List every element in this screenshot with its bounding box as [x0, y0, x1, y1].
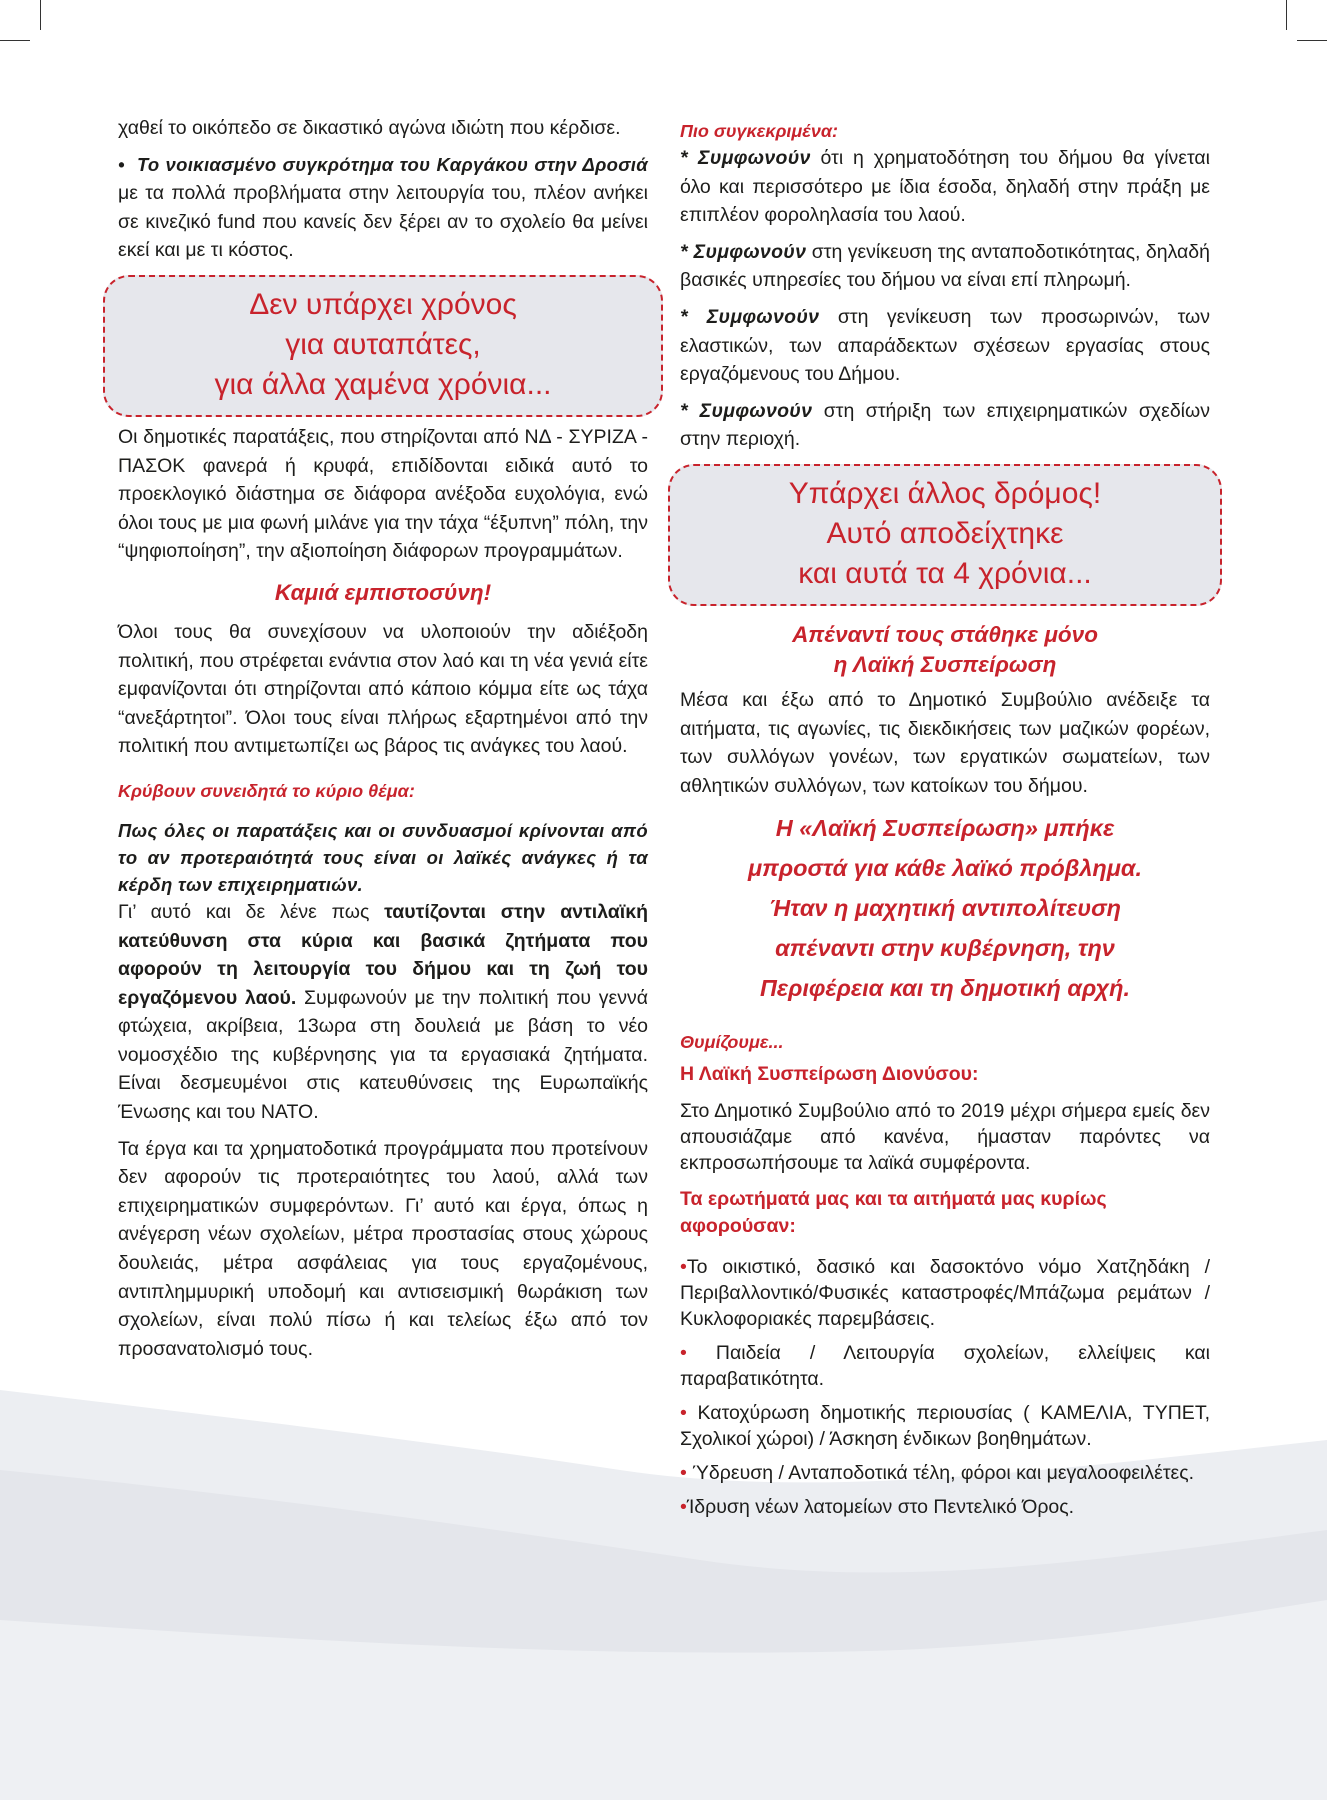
highlight-line: Ήταν η μαχητική αντιπολίτευση: [768, 895, 1122, 922]
section-subheading: Η Λαϊκή Συσπείρωση Διονύσου:: [680, 1063, 979, 1086]
agree-word: * Συμφωνούν: [680, 305, 820, 328]
list-item-text: Ύδρευση / Ανταποδοτικά τέλη, φόροι και μεγαλοοφειλέτες.: [692, 1462, 1195, 1485]
list-item-text: Παιδεία / Λειτουργία σχολείων, ελλείψεις και παραβατικότητα.: [680, 1342, 1210, 1391]
paragraph: Όλοι τους θα συνεχίσουν να υλοποιούν την αδιέξοδη πολιτική, που στρέφεται ενάντια στον λαό και τη νέα γενιά είτε εμφανίζονται ότι στηρίζονται από κάποιο κόμμα είτε ως τάχα “ανεξάρτητοι”. Όλοι τους είναι πλήρως εξαρτημένοι από την πολιτική που αντιμετωπίζει ως βάρος τις ανάγκες του λαού.: [118, 620, 648, 758]
bold-span: ταυτίζονται στην αντιλαϊκή κατεύθυνση στα κύρια και βασικά ζητήματα που αφορούν τη λειτουργία του δήμου και τη ζωή του εργαζόμενου λαού.: [118, 900, 648, 1009]
agree-paragraph: [680, 397, 1210, 454]
callout-line: για αυταπάτες,: [285, 327, 481, 361]
text-span: στη γενίκευση των προσωρινών, των ελαστικών, των απαράδεκτων σχέσεων εργασίας στους εργαζόμενους του Δήμου.: [680, 305, 1210, 386]
highlight-line: Περιφέρεια και τη δημοτική αρχή.: [759, 975, 1131, 1002]
highlight-line: Η «Λαϊκή Συσπείρωση» μπήκε: [775, 815, 1115, 842]
callout-box-left: [103, 275, 663, 417]
list-item: • Παιδεία / Λειτουργία σχολείων, ελλείψεις και παραβατικότητα.: [680, 1342, 1210, 1391]
callout-line: για άλλα χαμένα χρόνια...: [214, 367, 552, 401]
agree-paragraph: [680, 238, 1210, 295]
agree-paragraph: [680, 303, 1210, 389]
list-item-text: Το οικιστικό, δασικό και δασοκτόνο νόμο Χατζηδάκη /Περιβαλλοντικό/Φυσικές καταστροφές/Μπάζωμα ρεμάτων / Κυκλοφοριακές παρεμβάσεις.: [680, 1256, 1210, 1331]
list-item-text: Κατοχύρωση δημοτικής περιουσίας ( ΚΑΜΕΛΙΑ, ΤΥΠΕΤ, Σχολικοί χώροι) / Άσκηση ένδικων βοηθημάτων.: [680, 1402, 1211, 1451]
agree-word: * Συμφωνούν: [680, 147, 811, 169]
text-span: στη στήριξη των επιχειρηματικών σχεδίων στην περιοχή.: [680, 399, 1210, 451]
section-heading: Κρύβουν συνειδητά το κύριο θέμα:: [118, 780, 415, 801]
section-heading: Πιο συγκεκριμένα:: [680, 121, 839, 141]
text-span: ότι η χρηματοδότηση του δήμου θα γίνεται όλο και περισσότερο με ίδια έσοδα, δηλαδή στην πράξη με επιπλέον φοροληλασία του λαού.: [680, 147, 1211, 227]
request-list: [680, 1254, 1210, 1520]
bullet-bold: Το νοικιασμένο συγκρότημα του Καργάκου στην Δροσιά: [136, 153, 648, 175]
text-span: στη γενίκευση της ανταποδοτικότητας, δηλαδή βασικές υπηρεσίες του δήμου να είναι επί πληρωμή.: [680, 240, 1211, 292]
emphasis-paragraph: Πως όλες οι παρατάξεις και οι συνδυασμοί κρίνονται από το αν προτεραιότητά τους είναι οι λαϊκές ανάγκες ή τα κέρδη των επιχειρηματιών.: [118, 819, 648, 895]
section-heading: Καμιά εμπιστοσύνη!: [274, 579, 492, 605]
left-column: [118, 114, 648, 1363]
paragraph: Μέσα και έξω από το Δημοτικό Συμβούλιο ανέδειξε τα αιτήματα, τις αγωνίες, τις διεκδικήσεις των μαζικών φορέων, των συλλόγων γονέων, των εργατικών σωματείων, των αθλητικών συλλόγων, των κατοίκων του δήμου.: [680, 688, 1210, 797]
list-item: • Ύδρευση / Ανταποδοτικά τέλη, φόροι και μεγαλοοφειλέτες.: [680, 1462, 1195, 1485]
text-span: Γι’ αυτό και δε λένε πως: [118, 900, 385, 923]
callout-box-right: [668, 464, 1222, 606]
bullet-paragraph: • Το νοικιασμένο συγκρότημα του Καργάκου στην Δροσιά με τα πολλά προβλήματα στην λειτουργία του, πλέον ανήκει σε κινεζικό fund που κανείς δεν ξέρει αν το σχολείο θα μείνει εκεί και με τι κόστος.: [118, 153, 648, 262]
section-subheading: Τα ερωτήματά μας και τα αιτήματά μας κυρίως αφορούσαν:: [680, 1188, 1107, 1238]
paragraph: Οι δημοτικές παρατάξεις, που στηρίζονται από ΝΔ - ΣΥΡΙΖΑ - ΠΑΣΟΚ φανερά ή κρυφά, επιδίδονται ειδικά αυτό το προεκλογικό διάστημα σε διάφορα ανέξοδα ευχολόγια, ενώ όλοι τους με μια φωνή μιλάνε για την τάχα “έξυπνη” πόλη, την “ψηφιοποίηση”, την αξιοποίηση διάφορων προγραμμάτων.: [118, 425, 648, 563]
intro-paragraph: χαθεί το οικόπεδο σε δικαστικό αγώνα ιδιώτη που κέρδισε.: [118, 117, 621, 139]
list-item-text: Ίδρυση νέων λατομείων στο Πεντελικό Όρος.: [686, 1496, 1075, 1519]
text-span: Συμφωνούν με την πολιτική που γεννά φτώχεια, ακρίβεια, 13ωρα στη δουλειά με βάση το νέο νομοσχέδιο της κυβέρνησης για τα εργασιακά ζητήματα. Είναι δεσμευμένοι στις κατευθύνσεις της Ευρωπαϊκής Ένωσης και του ΝΑΤΟ.: [118, 986, 648, 1124]
right-column: [680, 118, 1210, 1520]
callout-line: και αυτά τα 4 χρόνια...: [798, 556, 1092, 590]
list-item: •Το οικιστικό, δασικό και δασοκτόνο νόμο Χατζηδάκη /Περιβαλλοντικό/Φυσικές καταστροφές/Μπάζωμα ρεμάτων / Κυκλοφοριακές παρεμβάσεις.: [680, 1256, 1210, 1331]
callout-line: Υπάρχει άλλος δρόμος!: [788, 476, 1102, 510]
paragraph: Τα έργα και τα χρηματοδοτικά προγράμματα που προτείνουν δεν αφορούν τις προτεραιότητες του λαού, αλλά των επιχειρηματικών συμφερόντων. Γι’ αυτό και έργα, όπως η ανέγερση νέων σχολείων, μέτρα προστασίας στους χώρους δουλειάς, μέτρα ασφάλειας για τους εργαζομένους, αντιπλημμυρική υποδομή και αντισεισμική θωράκιση των σχολείων, είναι πολύ πίσω ή και τελείως έξω από τον προσανατολισμό τους.: [118, 1137, 648, 1360]
agree-paragraph: [680, 144, 1210, 230]
highlight-line: απέναντι στην κυβέρνηση, την: [775, 935, 1115, 962]
agree-word: * Συμφωνούν: [680, 399, 813, 422]
paragraph: [118, 898, 648, 1127]
highlight-line: μπροστά για κάθε λαϊκό πρόβλημα.: [747, 855, 1143, 882]
bullet-rest: με τα πολλά προβλήματα στην λειτουργία του, πλέον ανήκει σε κινεζικό fund που κανείς δεν ξέρει αν το σχολείο θα μείνει εκεί και με τι κόστος.: [118, 182, 648, 262]
callout-line: Δεν υπάρχει χρόνος: [249, 287, 517, 321]
section-heading: Απέναντί τους στάθηκε μόνο: [792, 621, 1098, 647]
section-heading: η Λαϊκή Συσπείρωση: [833, 651, 1057, 677]
callout-line: Αυτό αποδείχτηκε: [826, 516, 1064, 550]
list-item: • Κατοχύρωση δημοτικής περιουσίας ( ΚΑΜΕΛΙΑ, ΤΥΠΕΤ, Σχολικοί χώροι) / Άσκηση ένδικων βοηθημάτων.: [680, 1402, 1211, 1451]
list-item: •Ίδρυση νέων λατομείων στο Πεντελικό Όρος.: [680, 1496, 1075, 1519]
paragraph: Στο Δημοτικό Συμβούλιο από το 2019 μέχρι σήμερα εμείς δεν απουσιάζαμε από κανένα, ήμασταν παρόντες να εκπροσωπήσουμε τα λαϊκά συμφέροντα.: [680, 1100, 1210, 1175]
section-heading: Θυμίζουμε...: [680, 1032, 784, 1053]
highlight-block: [680, 808, 1210, 1008]
agree-word: * Συμφωνούν: [680, 240, 807, 263]
